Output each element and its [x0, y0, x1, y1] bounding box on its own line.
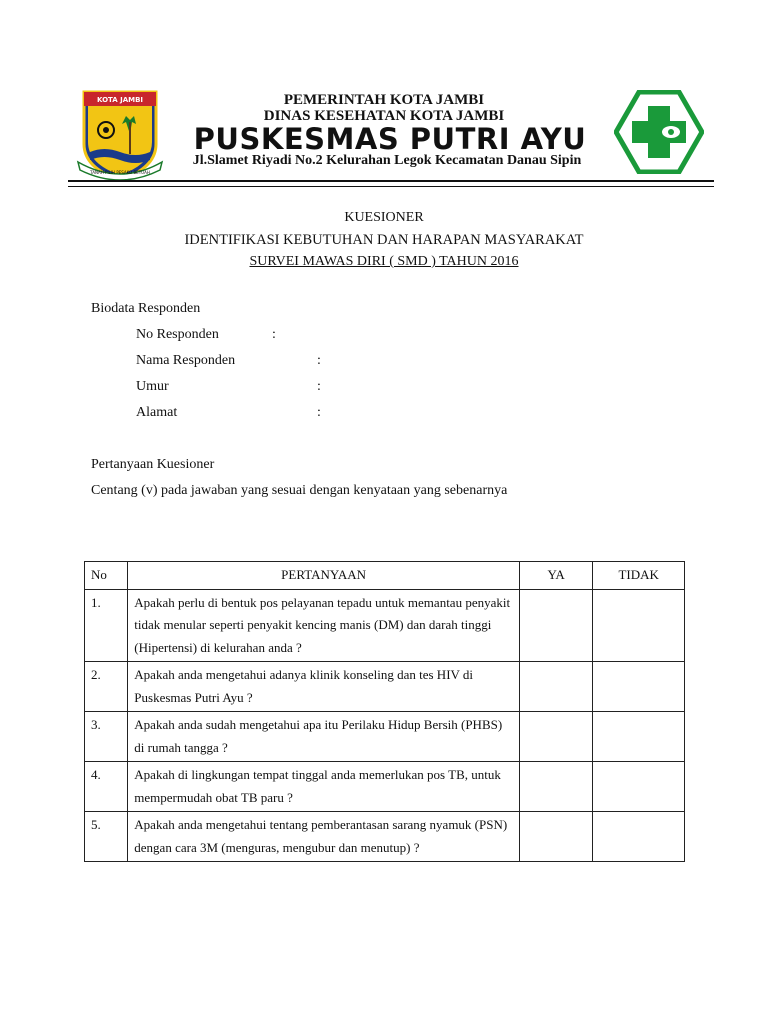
row-number: 5. [85, 812, 128, 862]
row-number: 3. [85, 712, 128, 762]
answer-tidak-cell[interactable] [593, 662, 685, 712]
logo-motto: TANAH PILIH PESAKO BETUAH [90, 170, 150, 175]
row-question: Apakah anda sudah mengetahui apa itu Perilaku Hidup Bersih (PHBS) di rumah tangga ? [128, 712, 520, 762]
answer-ya-cell[interactable] [519, 662, 592, 712]
col-header-tidak: TIDAK [593, 562, 685, 590]
header-department: DINAS KESEHATAN KOTA JAMBI [263, 108, 505, 124]
header-divider-thick [68, 180, 714, 182]
table-header-row [85, 562, 685, 590]
header-address: Jl.Slamet Riyadi No.2 Kelurahan Legok Kecamatan Danau Sipin [192, 153, 582, 168]
col-header-pertanyaan: PERTANYAAN [128, 562, 520, 590]
table-row [85, 762, 685, 812]
row-number: 2. [85, 662, 128, 712]
row-question: Apakah anda mengetahui tentang pemberantasan sarang nyamuk (PSN) dengan cara 3M (menguras, mengubur dan menutup) ? [128, 812, 520, 862]
row-question: Apakah di lingkungan tempat tinggal anda memerlukan pos TB, untuk mempermudah obat TB paru ? [128, 762, 520, 812]
answer-tidak-cell[interactable] [593, 589, 685, 662]
doc-title-identifikasi: IDENTIFIKASI KEBUTUHAN DAN HARAPAN MASYARAKAT [184, 232, 584, 248]
questionnaire-table [84, 561, 685, 862]
field-no-responden-colon: : [272, 327, 276, 342]
questionnaire-instruction: Centang (v) pada jawaban yang sesuai dengan kenyataan yang sebenarnya [91, 483, 508, 498]
header-title: PUSKESMAS PUTRI AYU [193, 122, 587, 156]
field-nama-responden-colon: : [317, 353, 321, 368]
field-nama-responden-label: Nama Responden [136, 353, 236, 368]
col-header-ya: YA [519, 562, 592, 590]
answer-ya-cell[interactable] [519, 762, 592, 812]
col-header-no: No [85, 562, 128, 590]
table-row [85, 712, 685, 762]
doc-title-kuesioner: KUESIONER [344, 210, 424, 225]
header-government: PEMERINTAH KOTA JAMBI [283, 92, 485, 108]
field-alamat-label: Alamat [136, 405, 178, 420]
answer-tidak-cell[interactable] [593, 762, 685, 812]
answer-tidak-cell[interactable] [593, 812, 685, 862]
field-umur-colon: : [317, 379, 321, 394]
row-question: Apakah perlu di bentuk pos pelayanan tepadu untuk memantau penyakit tidak menular seperti penyakit kencing manis (DM) dan darah tinggi (Hipertensi) di kelurahan anda ? [128, 589, 520, 662]
row-number: 1. [85, 589, 128, 662]
answer-ya-cell[interactable] [519, 589, 592, 662]
table-row [85, 662, 685, 712]
field-alamat-colon: : [317, 405, 321, 420]
row-question: Apakah anda mengetahui adanya klinik konseling dan tes HIV di Puskesmas Putri Ayu ? [128, 662, 520, 712]
header-divider-thin [68, 186, 714, 187]
field-umur-label: Umur [136, 379, 169, 394]
questionnaire-heading: Pertanyaan Kuesioner [91, 457, 215, 472]
biodata-heading: Biodata Responden [91, 301, 201, 316]
field-no-responden-label: No Responden [136, 327, 219, 342]
doc-title-survei: SURVEI MAWAS DIRI ( SMD ) TAHUN 2016 [249, 254, 519, 269]
row-number: 4. [85, 762, 128, 812]
logo-text-kota-jambi: KOTA JAMBI [96, 96, 144, 104]
answer-ya-cell[interactable] [519, 812, 592, 862]
table-row [85, 589, 685, 662]
answer-tidak-cell[interactable] [593, 712, 685, 762]
table-row [85, 812, 685, 862]
answer-ya-cell[interactable] [519, 712, 592, 762]
